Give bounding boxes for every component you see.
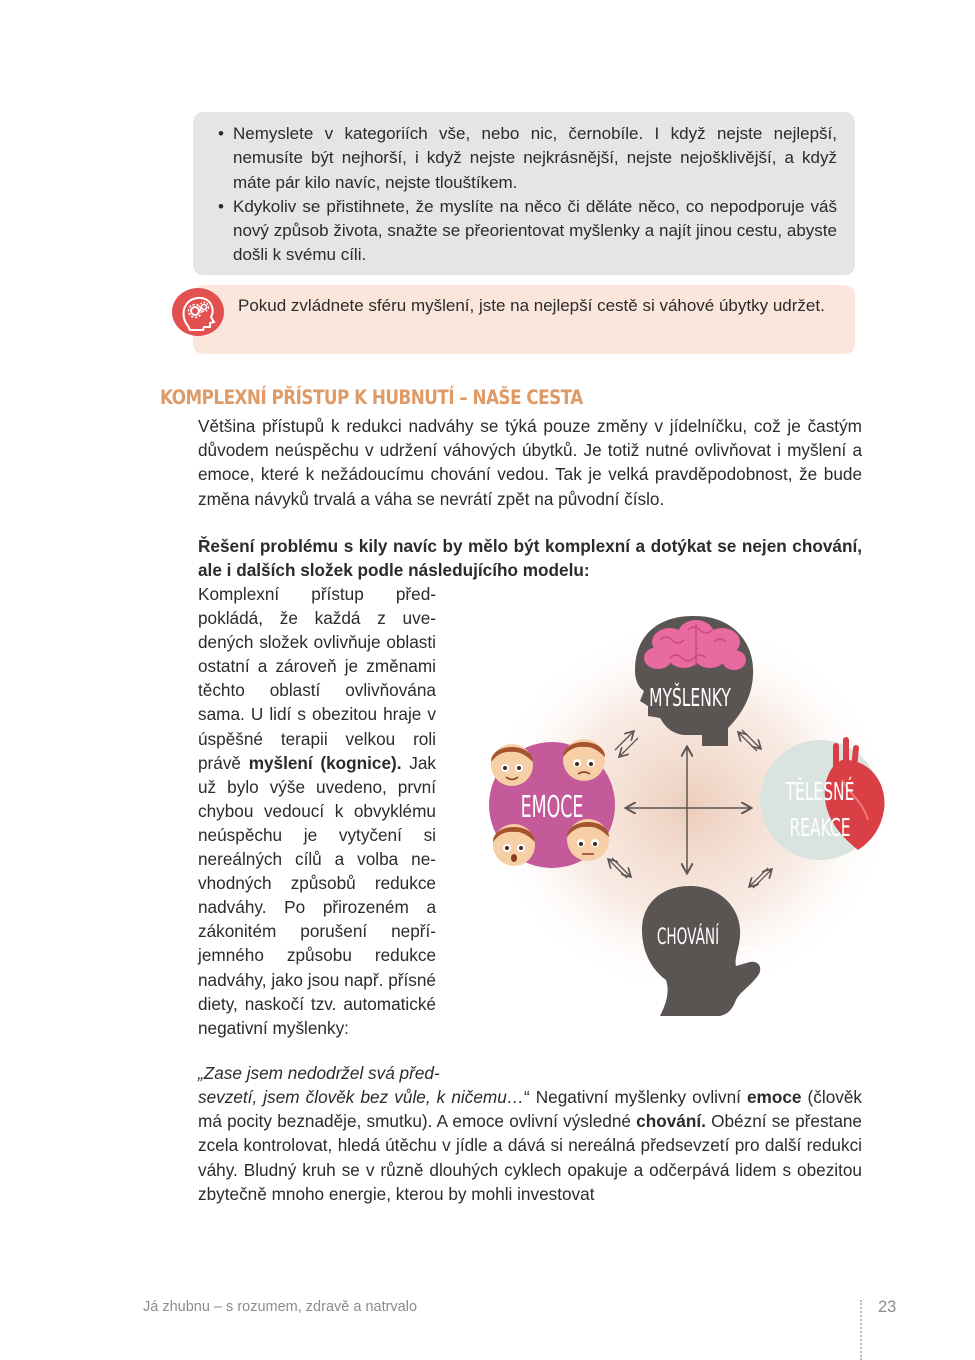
complex-model-diagram: [470, 600, 940, 1050]
label-telesne: TĚLESNÉ: [785, 777, 855, 807]
section-title: KOMPLEXNÍ PŘÍSTUP K HUBNUTÍ – NAŠE CESTA: [160, 386, 583, 409]
label-reakce: REAKCE: [789, 813, 851, 843]
quote-second-line: sevzetí, jsem člověk bez vůle, k ničemu…: [198, 1087, 524, 1107]
quote-first-line: „Zase jsem nedodržel svá před-: [198, 1063, 440, 1083]
text-c: Obézní se přestane zcela kontrolovat, hledá útěchu v jídle a dává si nereálná předsevzetí pro další redukci váhy. Bludný kruh se v různě dlouhých cyklech opakuje a odčerpává lidem s obezitou zbytečně mnoho energie, kterou by mohli investovat: [198, 1111, 862, 1204]
tips-box: [193, 112, 855, 275]
head-gears-icon: [170, 286, 226, 338]
sad-boy-face-icon: [563, 739, 605, 781]
page-number: 23: [878, 1298, 897, 1316]
continuation-paragraph: [198, 1085, 862, 1206]
bold-emoce: emoce: [747, 1087, 802, 1107]
narrow-text-b: Jak už bylo výše uvedeno, první chybou vedoucí k obvyklému neúspěchu je vytyčení si nereálných cílů a volba nevhodných způsobů redukce nadváhy. Po přirozeném a zákonitém porušení nepříjemného způsobu redukce nadváhy, jako jsou např. přísné diety, naskočí tzv. automatické negativní myšlenky:: [198, 752, 436, 1038]
bold-myslenky: myšlení (kognice).: [248, 752, 402, 773]
worried-boy-face-icon: [567, 819, 609, 861]
quote-close: “: [523, 1087, 530, 1107]
highlight-text: Pokud zvládnete sféru myšlení, jste na nejlepší cestě si váhové úbytky udržet.: [238, 296, 825, 315]
label-chovani: CHOVÁNÍ: [656, 924, 720, 951]
emotions-group: [489, 739, 615, 868]
text-a: Negativní myšlenky ovlivní: [529, 1087, 747, 1107]
smiling-boy-face-icon: [491, 744, 533, 786]
tips-list: [233, 122, 837, 268]
narrow-text-a: Komplexní přístup předpokládá, že každá z uvedených složek ovlivňuje oblasti ostatní a zároveň je změnami těchto oblastí ovlivňována sama. U lidí s obezitou hraje v úspěšné terapii velkou roli právě: [198, 584, 436, 773]
surprised-boy-face-icon: [493, 824, 535, 866]
label-myslenky: MYŠLENKY: [649, 683, 731, 713]
bold-lead-paragraph: Řešení problému s kily navíc by mělo být komplexní a dotýkat se nejen chování, ale i dalších složek podle následujícího modelu:: [198, 536, 862, 581]
tip-item: • Nemyslete v kategoriích vše, nebo nic, černobíle. I když nejste nejlepší, nemusíte být nejhorší, i když nejste nejkrásnější, nejste nejošklivější, a když máte pár kilo navíc, nejste tlouštíkem.: [233, 122, 837, 195]
text-b: (člověk má pocity beznaděje, smutku). A emoce ovlivní výsledné: [198, 1087, 862, 1132]
bold-chovani: chování.: [636, 1111, 706, 1132]
narrow-column-text: [198, 582, 436, 1040]
footer-text: Já zhubnu – s rozumem, zdravě a natrvalo: [143, 1299, 418, 1315]
label-emoce: EMOCE: [520, 788, 584, 825]
highlight-box: [193, 285, 855, 354]
intro-paragraph: Většina přístupů k redukci nadváhy se týká pouze změny v jídelníčku, což je častým důvodem neúspěchu v udržení váhových úbytků. Je totiž nutné ovlivňovat i myšlení a emoce, které k nežádoucímu chování vedou. Tak je velká pravděpodobnost, že bude změna návyků trvalá a váha se nevrátí zpět na původní číslo.: [198, 416, 862, 509]
footer-divider: [860, 1300, 862, 1360]
tip-item: • Kdykoliv se přistihnete, že myslíte na něco či děláte něco, co nepodporuje váš nový způsob života, snažte se přeorientovat myšlenky a najít jinou cestu, abyste došli k svému cíli.: [233, 195, 837, 268]
